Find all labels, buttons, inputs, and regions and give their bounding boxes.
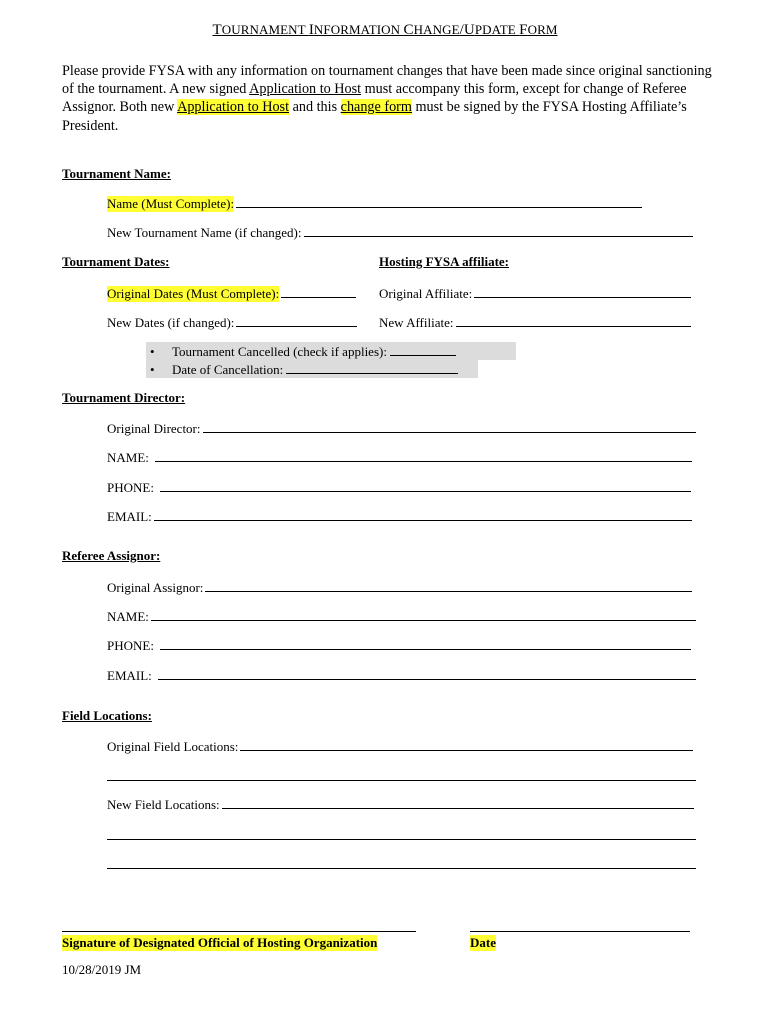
director-name-field[interactable] [107,450,692,466]
new-field-locations-line[interactable] [222,797,694,809]
original-assignor-field[interactable] [107,580,692,596]
new-field-locations-label: New Field Locations: [107,797,220,812]
title-part: PDATE [474,22,520,37]
form-title [0,22,770,39]
title-part: I [308,22,314,38]
original-assignor-line[interactable] [205,580,692,592]
new-field-locations-field[interactable] [107,797,694,813]
tournament-director-heading: Tournament Director: [62,390,186,405]
director-phone-field[interactable] [107,480,691,496]
application-to-host-link-highlighted[interactable]: Application to Host [177,99,290,116]
assignor-name-field[interactable] [107,609,696,625]
director-phone-line[interactable] [160,480,691,492]
signature-label: Signature of Designated Official of Hosting Organization [62,935,378,950]
assignor-email-label: EMAIL: [107,668,152,683]
original-assignor-label: Original Assignor: [107,580,204,595]
original-director-label: Original Director: [107,421,201,436]
title-part: T [212,22,222,38]
assignor-email-field[interactable] [107,668,696,684]
original-field-locations-line[interactable] [240,739,693,751]
assignor-email-line[interactable] [158,668,696,680]
title-part: ORM [527,22,558,37]
intro-text: must be signed by the FYSA Hosting Affiliate’s President. [62,99,687,134]
cancellation-list [146,343,458,379]
title-part: OURNAMENT [221,22,309,37]
original-director-line[interactable] [203,421,697,433]
new-tournament-name-field[interactable] [107,225,693,241]
new-field-locations-line-2[interactable] [107,828,696,840]
new-field-locations-line-3[interactable] [107,857,696,869]
signature-line[interactable] [62,920,416,932]
original-affiliate-line[interactable] [474,286,691,298]
original-dates-line[interactable] [281,286,356,298]
title-part: HANGE [413,22,460,37]
intro-text: Please provide FYSA with any information on tournament changes that have been made since original sanctioning of the tournament. A new signed [62,63,712,98]
date-line[interactable] [470,920,690,932]
assignor-phone-label: PHONE: [107,638,154,653]
field-locations-heading: Field Locations: [62,708,152,723]
tournament-cancelled-label: Tournament Cancelled (check if applies): [172,344,387,359]
original-affiliate-label: Original Affiliate: [379,286,473,301]
tournament-name-line[interactable] [236,196,642,208]
original-affiliate-field[interactable] [379,286,691,302]
director-email-field[interactable] [107,509,692,525]
new-dates-line[interactable] [236,315,357,327]
original-field-locations-label: Original Field Locations: [107,739,239,754]
tournament-cancelled-line[interactable] [390,344,456,356]
date-label: Date [470,935,496,950]
title-part: /U [459,22,475,38]
title-part: NFORMATION [313,22,404,37]
intro-text: and this [289,99,341,116]
hosting-affiliate-heading: Hosting FYSA affiliate: [379,254,509,269]
tournament-cancelled-item[interactable] [146,343,458,361]
footer-revision: 10/28/2019 JM [62,962,142,977]
new-tournament-name-label: New Tournament Name (if changed): [107,225,302,240]
intro-text: must accompany this form, except for change of Referee Assignor. Both new [62,81,687,116]
tournament-dates-heading: Tournament Dates: [62,254,170,269]
intro-paragraph [62,62,722,135]
assignor-name-label: NAME: [107,609,149,624]
new-tournament-name-line[interactable] [304,225,694,237]
original-field-locations-field[interactable] [107,739,693,755]
new-affiliate-line[interactable] [456,315,692,327]
new-dates-label: New Dates (if changed): [107,315,235,330]
original-field-locations-line-2[interactable] [107,769,696,781]
date-of-cancellation-line[interactable] [286,362,458,374]
new-affiliate-field[interactable] [379,315,691,331]
new-dates-field[interactable] [107,315,357,331]
director-name-label: NAME: [107,450,149,465]
tournament-name-field[interactable] [107,196,642,212]
date-of-cancellation-item[interactable] [146,361,458,379]
title-part: F [519,22,528,38]
assignor-phone-line[interactable] [160,638,691,650]
director-email-line[interactable] [154,509,692,521]
original-director-field[interactable] [107,421,696,437]
new-affiliate-label: New Affiliate: [379,315,454,330]
assignor-name-line[interactable] [151,609,696,621]
director-email-label: EMAIL: [107,509,152,524]
original-dates-field[interactable] [107,286,356,302]
title-part: C [403,22,414,38]
director-phone-label: PHONE: [107,480,154,495]
tournament-name-heading: Tournament Name: [62,166,171,181]
date-of-cancellation-label: Date of Cancellation: [172,362,284,377]
tournament-name-label: Name (Must Complete): [107,196,235,211]
referee-assignor-heading: Referee Assignor: [62,548,161,563]
application-to-host-link[interactable]: Application to Host [249,81,362,98]
change-form-link[interactable]: change form [340,99,412,116]
assignor-phone-field[interactable] [107,638,691,654]
original-dates-label: Original Dates (Must Complete): [107,286,280,301]
director-name-line[interactable] [155,450,692,462]
